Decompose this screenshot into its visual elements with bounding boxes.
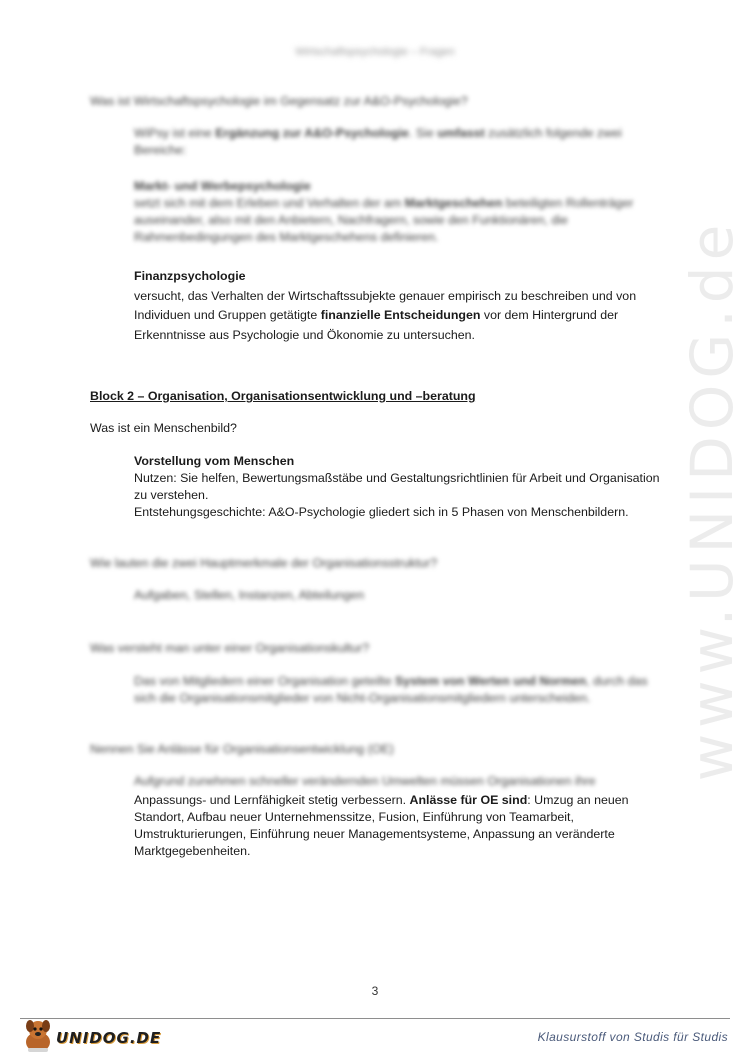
answer-3: Aufgaben, Stellen, Instanzen, Abteilungen xyxy=(134,588,365,602)
page-header: Wirtschaftspsychologie – Fragen xyxy=(295,46,455,58)
logo-wordmark: UNIDOG.DE xyxy=(56,1029,162,1047)
page-number: 3 xyxy=(371,984,379,998)
finanz-title: Finanzpsychologie xyxy=(134,269,246,283)
question-5: Nennen Sie Anlässe für Organisationsentwicklung (OE) xyxy=(90,742,394,756)
block-heading: Block 2 – Organisation, Organisationsentwicklung und –beratung xyxy=(90,389,476,403)
markt-section xyxy=(134,178,654,246)
question-4: Was versteht man unter einer Organisationskultur? xyxy=(90,641,370,655)
question-3: Wie lauten die zwei Hauptmerkmale der Organisationsstruktur? xyxy=(90,556,438,570)
answer-2-line-1: Nutzen: Sie helfen, Bewertungsmaßstäbe und Gestaltungsrichtlinien für Arbeit und Organisation zu verstehen. xyxy=(134,471,660,502)
dog-icon xyxy=(20,1016,56,1054)
answer-1-intro: WiPsy ist eine Ergänzung zur A&O-Psychologie. Sie umfasst zusätzlich folgende zwei Bereiche: xyxy=(134,126,622,157)
answer-5: Anpassungs- und Lernfähigkeit stetig verbessern. Anlässe für OE sind: Umzug an neuen Standort, Aufbau neuer Unternehmenssitze, Fusion, Einführung von Teamarbeit, Umstrukturierungen, Einführung neuer Managementsysteme, Anpassung an veränderte Marktgegebenheiten. xyxy=(134,793,629,858)
answer-2-title: Vorstellung vom Menschen xyxy=(134,454,295,468)
answer-2-line-2: Entstehungsgeschichte: A&O-Psychologie gliedert sich in 5 Phasen von Menschenbildern. xyxy=(134,505,629,519)
finanz-section xyxy=(134,267,664,345)
watermark: www.UNIDOG.de xyxy=(678,218,746,782)
footer-tagline: Klausurstoff von Studis für Studis xyxy=(537,1030,728,1044)
finanz-text: versucht, das Verhalten der Wirtschaftssubjekte genauer empirisch zu beschreiben und von Individuen und Gruppen getätigte finanzielle Entscheidungen vor dem Hintergrund der Erkenntnisse aus Psychologie und Ökonomie zu untersuchen. xyxy=(134,288,637,342)
answer-4: Das von Mitgliedern einer Organisation geteilte System von Werten und Normen, durch das sich die Organisationsmitglieder von Nicht-Organisationsmitgliedern unterscheiden. xyxy=(134,674,648,705)
markt-title: Markt- und Werbepsychologie xyxy=(134,179,311,193)
question-1: Was ist Wirtschaftspsychologie im Gegensatz zur A&O-Psychologie? xyxy=(90,94,468,108)
markt-text: setzt sich mit dem Erleben und Verhalten der am Marktgeschehen beteiligten Rollenträger auseinander, also mit den Anbietern, Nachfragern, sowie den Funktionären, die Rahmenbedingungen des Marktgeschehens definieren. xyxy=(134,196,634,244)
answer-2 xyxy=(134,453,664,521)
unidog-logo xyxy=(20,1016,160,1054)
question-2: Was ist ein Menschenbild? xyxy=(90,421,237,435)
answer-5-blurred-line: Aufgrund zunehmen schneller verändernden Umwelten müssen Organisationen ihre xyxy=(134,774,596,788)
